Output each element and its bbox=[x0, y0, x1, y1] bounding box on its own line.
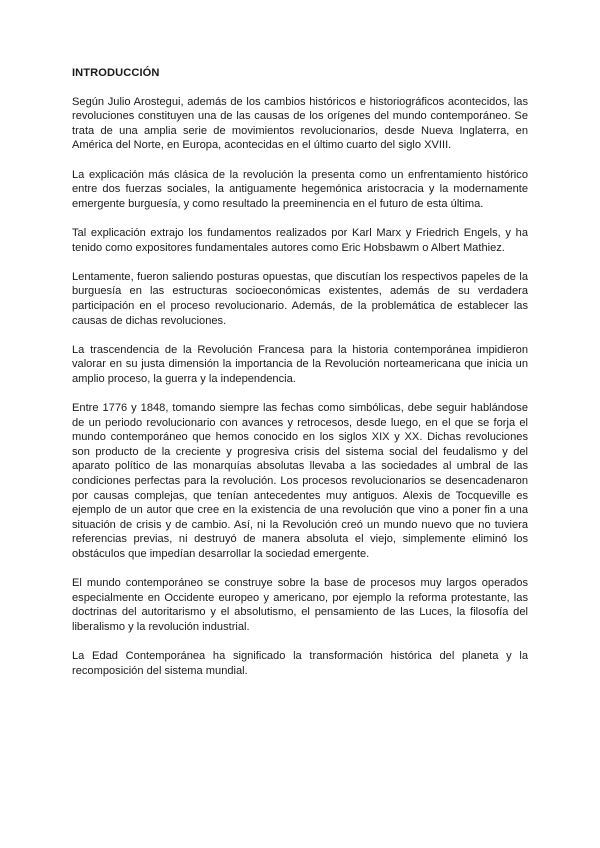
document-heading: INTRODUCCIÓN bbox=[72, 67, 160, 79]
paragraph-arostegui: Según Julio Arostegui, además de los cambios históricos e historiográficos acontecidos, las revoluciones constituyen una de las causas de los orígenes del mundo contemporáneo. Se trata de una amplia serie de movimientos revolucionarios, desde Nueva Inglaterra, en América del Norte, en Europa, acontecidas en el último cuarto del siglo XVIII. bbox=[72, 95, 528, 152]
paragraph-classic-explanation: La explicación más clásica de la revolución la presenta como un enfrentamiento histórico entre dos fuerzas sociales, la antiguamente hegemónica aristocracia y la modernamente emergente burguesía, y como resultado la preeminencia en el futuro de esta última. bbox=[72, 168, 528, 210]
paragraph-marx-engels: Tal explicación extrajo los fundamentos realizados por Karl Marx y Friedrich Engels, y ha tenido como expositores fundamentales autores como Eric Hobsbawm o Albert Mathiez. bbox=[72, 226, 528, 254]
paragraph-french-revolution: La trascendencia de la Revolución Francesa para la historia contemporánea impidieron valorar en su justa dimensión la importancia de la Revolución norteamericana que inicia un amplio proceso, la guerra y la independencia. bbox=[72, 343, 528, 385]
paragraph-contemporary-world: El mundo contemporáneo se construye sobre la base de procesos muy largos operados especialmente en Occidente europeo y americano, por ejemplo la reforma protestante, las doctrinas del autoritarismo y el absolutismo, el pensamiento de las Luces, la filosofía del liberalismo y la revolución industrial. bbox=[72, 577, 528, 633]
paragraph-contemporary-age: La Edad Contemporánea ha significado la transformación histórica del planeta y la recomposición del sistema mundial. bbox=[72, 650, 528, 677]
document-page bbox=[72, 66, 528, 693]
paragraph-revolutionary-period: Entre 1776 y 1848, tomando siempre las fechas como simbólicas, debe seguir hablándose de un periodo revolucionario con avances y retrocesos, desde luego, en el que se forja el mundo contemporáneo que hemos conocido en los siglos XIX y XX. Dichas revoluciones son producto de la creciente y progresiva crisis del sistema social del feudalismo y del aparato político de las monarquías absolutas llevaba a las sociedades al umbral de las condiciones perfectas para la revolución. Los procesos revolucionarios se desencadenaron por causas complejas, que tenían antecedentes muy antiguos. Alexis de Tocqueville es ejemplo de un autor que cree en la existencia de una revolución que vino a poner fin a una situación de crisis y de cambio. Así, ni la Revolución creó un mundo nuevo que no tuviera referencias previas, ni destruyó de manera absoluta el viejo, simplemente eliminó los obstáculos que impedían desarrollar la sociedad emergente. bbox=[72, 402, 528, 560]
paragraph-opposing-views: Lentamente, fueron saliendo posturas opuestas, que discutían los respectivos papeles de la burguesía en las estructuras socioeconómicas existentes, además de su verdadera participación en el proceso revolucionario. Además, de la problemática de establecer las causas de dichas revoluciones. bbox=[72, 270, 528, 327]
